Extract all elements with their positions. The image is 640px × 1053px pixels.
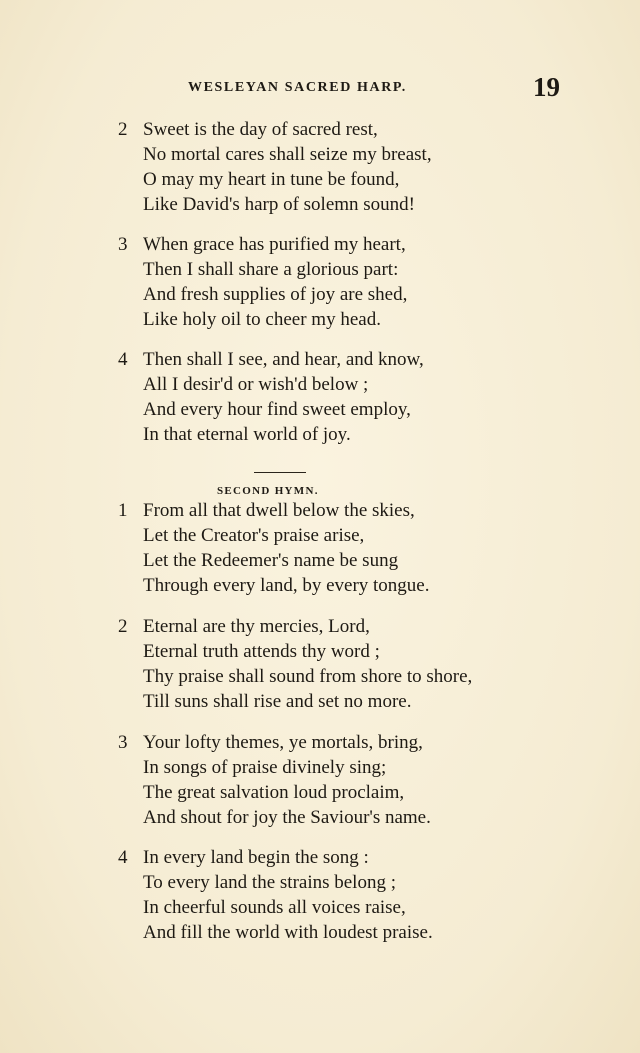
page-header — [0, 72, 640, 104]
verse-line — [118, 639, 558, 664]
verse-line — [118, 422, 558, 447]
verse-line — [118, 870, 558, 895]
verse-line — [118, 573, 558, 598]
stanza-number: 3 — [118, 732, 128, 753]
stanza-number: 2 — [118, 616, 128, 637]
stanza — [118, 347, 558, 447]
verse-line — [118, 730, 558, 755]
verse-line — [118, 805, 558, 830]
verse-line — [118, 614, 558, 639]
verse-text: No mortal cares shall seize my breast, — [143, 144, 432, 165]
verse-line — [118, 257, 558, 282]
verse-text: When grace has purified my heart, — [143, 234, 406, 255]
verse-line — [118, 780, 558, 805]
verse-text: In songs of praise divinely sing; — [143, 757, 387, 778]
verse-text: The great salvation loud proclaim, — [143, 782, 405, 803]
verse-line — [118, 142, 558, 167]
verse-text: In that eternal world of joy. — [143, 424, 351, 445]
verse-line — [118, 372, 558, 397]
verse-line — [118, 895, 558, 920]
verse-text: Eternal are thy mercies, Lord, — [143, 616, 370, 637]
verse-text: And shout for joy the Saviour's name. — [143, 807, 431, 828]
stanza — [118, 232, 558, 332]
stanza-number: 1 — [118, 500, 128, 521]
stanza — [118, 117, 558, 217]
verse-text: Like David's harp of solemn sound! — [143, 194, 416, 215]
verse-text: Then shall I see, and hear, and know, — [143, 349, 424, 370]
verse-text: From all that dwell below the skies, — [143, 500, 415, 521]
stanza-number: 4 — [118, 847, 128, 868]
verse-text: To every land the strains belong ; — [143, 872, 396, 893]
verse-text: O may my heart in tune be found, — [143, 169, 400, 190]
stanza-number: 4 — [118, 349, 128, 370]
verse-text: And every hour find sweet employ, — [143, 399, 411, 420]
stanza — [118, 498, 558, 598]
verse-line — [118, 167, 558, 192]
verse-line — [118, 232, 558, 257]
verse-text: In cheerful sounds all voices raise, — [143, 897, 406, 918]
verse-line — [118, 117, 558, 142]
verse-text: Let the Creator's praise arise, — [143, 525, 365, 546]
verse-line — [118, 845, 558, 870]
verse-text: And fresh supplies of joy are shed, — [143, 284, 408, 305]
page-number: 19 — [533, 72, 560, 102]
stanza-number: 2 — [118, 119, 128, 140]
stanza — [118, 845, 558, 945]
verse-line — [118, 689, 558, 714]
verse-text: Till suns shall rise and set no more. — [143, 691, 412, 712]
verse-line — [118, 920, 558, 945]
running-title: WESLEYAN SACRED HARP. — [188, 80, 407, 95]
verse-line — [118, 397, 558, 422]
verse-line — [118, 664, 558, 689]
verse-text: Sweet is the day of sacred rest, — [143, 119, 378, 140]
verse-line — [118, 523, 558, 548]
verse-text: Through every land, by every tongue. — [143, 575, 430, 596]
verse-line — [118, 548, 558, 573]
verse-line — [118, 307, 558, 332]
verse-text: And fill the world with loudest praise. — [143, 922, 433, 943]
verse-text: All I desir'd or wish'd below ; — [143, 374, 369, 395]
verse-line — [118, 498, 558, 523]
verse-text: Eternal truth attends thy word ; — [143, 641, 380, 662]
verse-text: Like holy oil to cheer my head. — [143, 309, 381, 330]
verse-line — [118, 347, 558, 372]
section-divider — [254, 472, 306, 473]
verse-line — [118, 755, 558, 780]
stanza-number: 3 — [118, 234, 128, 255]
verse-text: Your lofty themes, ye mortals, bring, — [143, 732, 423, 753]
verse-text: In every land begin the song : — [143, 847, 369, 868]
verse-text: Then I shall share a glorious part: — [143, 259, 399, 280]
verse-text: Thy praise shall sound from shore to shore, — [143, 666, 473, 687]
stanza — [118, 730, 558, 830]
verse-text: Let the Redeemer's name be sung — [143, 550, 399, 571]
verse-line — [118, 192, 558, 217]
verse-line — [118, 282, 558, 307]
stanza — [118, 614, 558, 714]
hymn-title: SECOND HYMN. — [217, 485, 319, 497]
